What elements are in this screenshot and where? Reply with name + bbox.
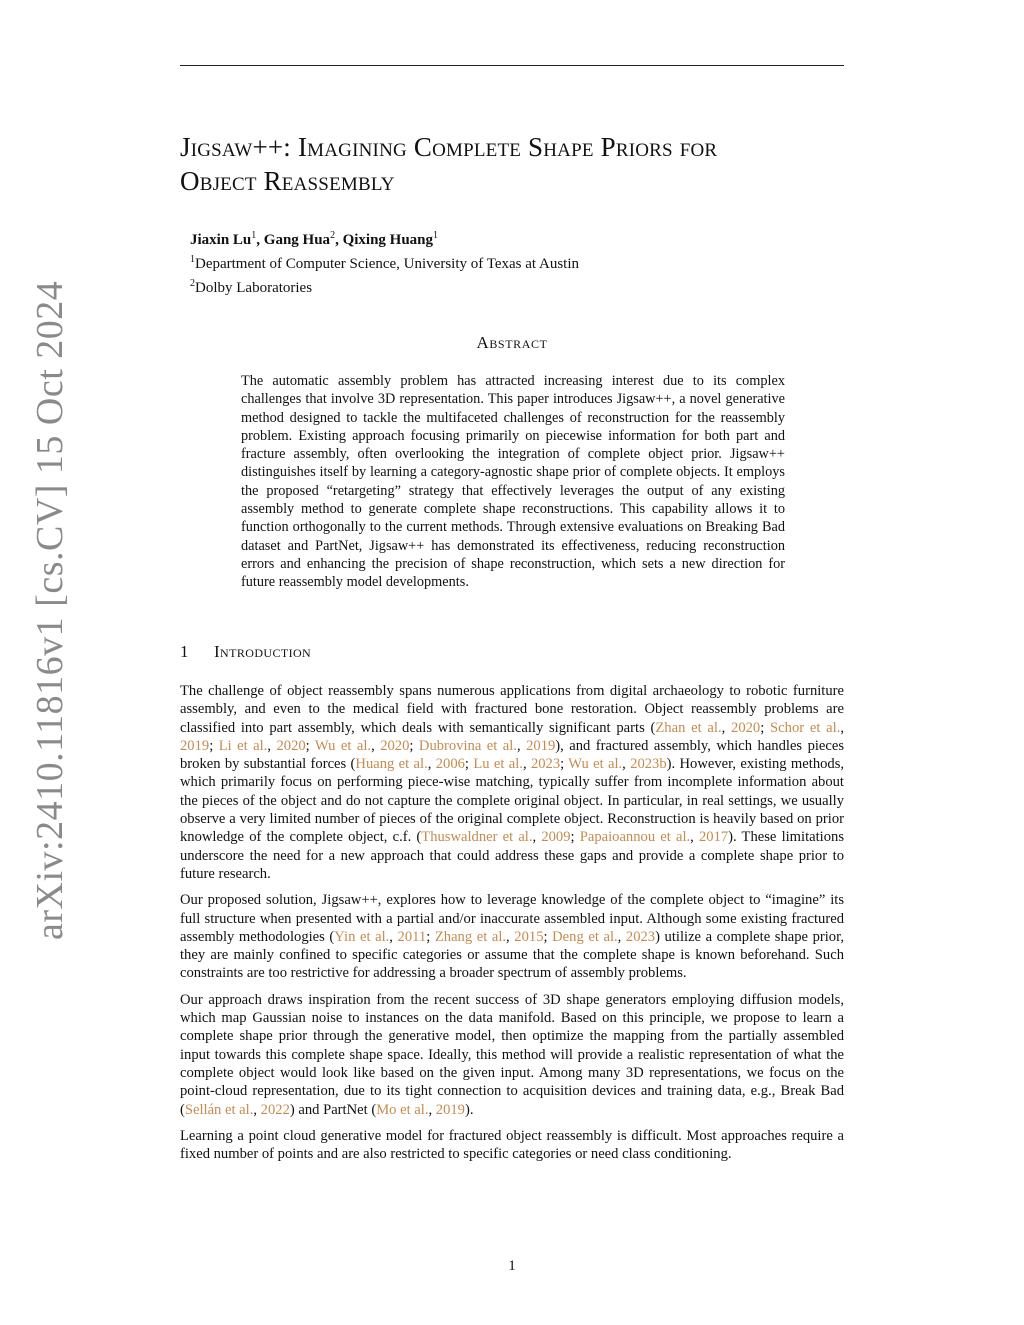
citation-link[interactable]: 2022	[260, 1101, 290, 1118]
paragraph-text: Learning a point cloud generative model for fractured object reassembly is difficult. Most approaches require a fixed number of points and are also restricted to specific categories or need class conditioning.	[180, 1127, 844, 1163]
paragraph-text: ;	[560, 756, 569, 773]
author-affiliation-mark: 2	[330, 230, 336, 241]
paragraph-text: ,	[389, 928, 398, 945]
section-title: Introduction	[214, 642, 312, 661]
author-affiliation-mark: 1	[251, 230, 257, 241]
paragraph-text: ), and fractured assembly, which handles pieces broken by substantial forces (	[180, 737, 845, 773]
paragraph-text: ,	[267, 737, 277, 754]
paragraph-text: ). These limitations underscore the need for a new approach that could address these gaps and provide a complete shape prior to future research.	[180, 829, 844, 882]
citation-link[interactable]: 2023b	[630, 756, 667, 773]
arxiv-stamp: arXiv:2410.11816v1 [cs.CV] 15 Oct 2024	[29, 280, 71, 940]
paragraph-text: ,	[721, 719, 732, 736]
author-name: Qixing Huang	[342, 232, 434, 248]
introduction-body	[180, 682, 844, 1171]
citation-link[interactable]: Deng et al.	[552, 928, 618, 945]
citation-link[interactable]: Mo et al.	[376, 1101, 429, 1118]
paragraph-text: ) and PartNet (	[289, 1101, 377, 1118]
citation-link[interactable]: 2020	[731, 719, 761, 736]
citation-link[interactable]: Papaioannou et al.	[579, 829, 691, 846]
section-heading	[180, 642, 311, 662]
citation-link[interactable]: 2020	[380, 737, 410, 754]
paragraph-text: ,	[516, 737, 527, 754]
abstract-heading: Abstract	[476, 333, 548, 352]
citation-link[interactable]: 2019	[180, 737, 210, 754]
paragraph-text: The challenge of object reassembly spans numerous applications from digital archaeology to robotic furniture assembly, and even to the medical field with fractured bone restoration. Object reassembly problems are classified into part assembly, which deals with semantically significant parts (	[180, 683, 844, 736]
citation-link[interactable]: 2011	[397, 928, 427, 945]
paragraph-text: Our proposed solution, Jigsaw++, explores how to leverage knowledge of the complete object to “imagine” its full structure when presented with a partial and/or inaccurate assembled input. Although some existing fractured assembly methodologies (	[180, 892, 844, 945]
paragraph-text: ,	[622, 756, 631, 773]
citation-link[interactable]: Lu et al.	[473, 756, 523, 773]
citation-link[interactable]: Thuswaldner et al.	[421, 829, 533, 846]
paragraph-text: ). However, existing methods, which primarily focus on performing piece-wise matching, typically suffer from incomplete information about the pieces of the object and do not capture the complete original object. In particular, in real settings, we usually observe a very limited number of pieces of the original complete object. Reconstruction is heavily based on prior knowledge of the complete object, c.f. (	[180, 756, 845, 846]
affiliation-line	[190, 250, 579, 274]
affiliation-line	[190, 274, 579, 298]
paragraph-text: ;	[570, 829, 580, 846]
paragraph-text: ,	[427, 756, 436, 773]
citation-link[interactable]: Sellán et al.	[184, 1101, 254, 1118]
author-affiliation-mark: 1	[433, 230, 439, 241]
paragraph-text: ;	[305, 737, 315, 754]
title-line-2: Object Reassembly	[180, 166, 395, 196]
paragraph-text: ) utilize a complete shape prior, they are mainly confined to specific categories or assume that the complete shape is known beforehand. Such constraints are too restrictive for addressing a broader spectrum of assembly problems.	[180, 928, 845, 982]
paper-title	[180, 130, 860, 198]
citation-link[interactable]: Huang et al.	[355, 756, 428, 773]
paragraph-text: ,	[428, 1101, 436, 1118]
citation-link[interactable]: Dubrovina et al.	[418, 737, 517, 754]
author-block	[190, 226, 579, 298]
citation-link[interactable]: 2017	[698, 829, 729, 846]
affiliation-text: Dolby Laboratories	[195, 280, 313, 296]
paragraph-text: ,	[253, 1101, 261, 1118]
body-paragraph	[180, 991, 844, 1119]
paragraph-text: ,	[617, 928, 626, 945]
paragraph-text: ,	[690, 829, 699, 846]
citation-link[interactable]: 2023	[625, 928, 656, 945]
paragraph-text: ;	[409, 737, 419, 754]
abstract-text: The automatic assembly problem has attracted increasing interest due to its complex challenges that involve 3D representation. This paper introduces Jigsaw++, a novel generative method designed to tackle the multifaceted challenges of reconstruction for the reassembly problem. Existing approach focusing primarily on piecewise information for both part and fracture assembly, often overlooking the integration of complete object prior. Jigsaw++ distinguishes itself by learning a category-agnostic shape prior of complete objects. It employs the proposed “retargeting” strategy that effectively leverages the output of any existing assembly method to generate complete shape reconstructions. This capability allows it to function orthogonally to the current methods. Through extensive evaluations on Breaking Bad dataset and PartNet, Jigsaw++ has demonstrated its effectiveness, reducing reconstruction errors and enhancing the precision of shape reconstruction, which sets a new direction for future reassembly model developments.	[241, 373, 785, 591]
body-paragraph	[180, 891, 844, 982]
citation-link[interactable]: 2020	[276, 737, 306, 754]
paragraph-text: ,	[371, 737, 381, 754]
affiliation-mark: 1	[190, 254, 195, 265]
affiliation-text: Department of Computer Science, University of Texas at Austin	[195, 256, 580, 272]
title-line-1: Jigsaw++: Imagining Complete Shape Priors for	[180, 132, 718, 162]
citation-link[interactable]: 2019	[435, 1101, 465, 1118]
paragraph-text: ).	[464, 1101, 474, 1118]
citation-link[interactable]: Li et al.	[218, 737, 268, 754]
paragraph-text: ;	[209, 737, 219, 754]
citation-link[interactable]: Schor et al.	[770, 719, 841, 736]
top-rule	[180, 65, 844, 66]
citation-link[interactable]: Zhang et al.	[434, 928, 507, 945]
citation-link[interactable]: 2019	[526, 737, 556, 754]
paragraph-text: ;	[426, 928, 435, 945]
citation-link[interactable]: 2015	[514, 928, 544, 945]
paragraph-text: Our approach draws inspiration from the recent success of 3D shape generators employing diffusion models, which map Gaussian noise to instances on the data manifold. Based on this principle, we propose to learn a complete shape prior through the generative model, then optimize the mapping from the partially assembled input towards this complete shape space. Ideally, this method will provide a realistic representation of what the complete object would look like based on the given input. Among many 3D representations, we focus on the point-cloud representation, due to its tight connection to acquisition devices and training data, e.g., Break Bad (	[180, 991, 844, 1118]
paragraph-text: ,	[532, 829, 542, 846]
citation-link[interactable]: 2006	[435, 756, 465, 773]
paragraph-text: ;	[543, 928, 553, 945]
page-number: 1	[508, 1258, 516, 1274]
paragraph-text: ;	[464, 756, 474, 773]
paragraph-text: ;	[760, 719, 771, 736]
citation-link[interactable]: Wu et al.	[568, 756, 623, 773]
citation-link[interactable]: Zhan et al.	[655, 719, 722, 736]
body-paragraph	[180, 1127, 844, 1164]
citation-link[interactable]: Yin et al.	[334, 928, 390, 945]
author-name: Gang Hua	[263, 232, 331, 248]
section-number: 1	[180, 642, 189, 661]
citation-link[interactable]: Wu et al.	[314, 737, 372, 754]
author-name: Jiaxin Lu	[190, 232, 252, 248]
affiliation-mark: 2	[190, 278, 195, 289]
paragraph-text: ,	[506, 928, 515, 945]
citation-link[interactable]: 2023	[530, 756, 561, 773]
citation-link[interactable]: 2009	[541, 829, 571, 846]
paragraph-text: ,	[840, 719, 844, 736]
paragraph-text: ,	[522, 756, 531, 773]
body-paragraph	[180, 682, 844, 883]
author-names: Jiaxin Lu$^1$, Gang Hua$^2$, Qixing Huang$^1$	[190, 230, 439, 248]
